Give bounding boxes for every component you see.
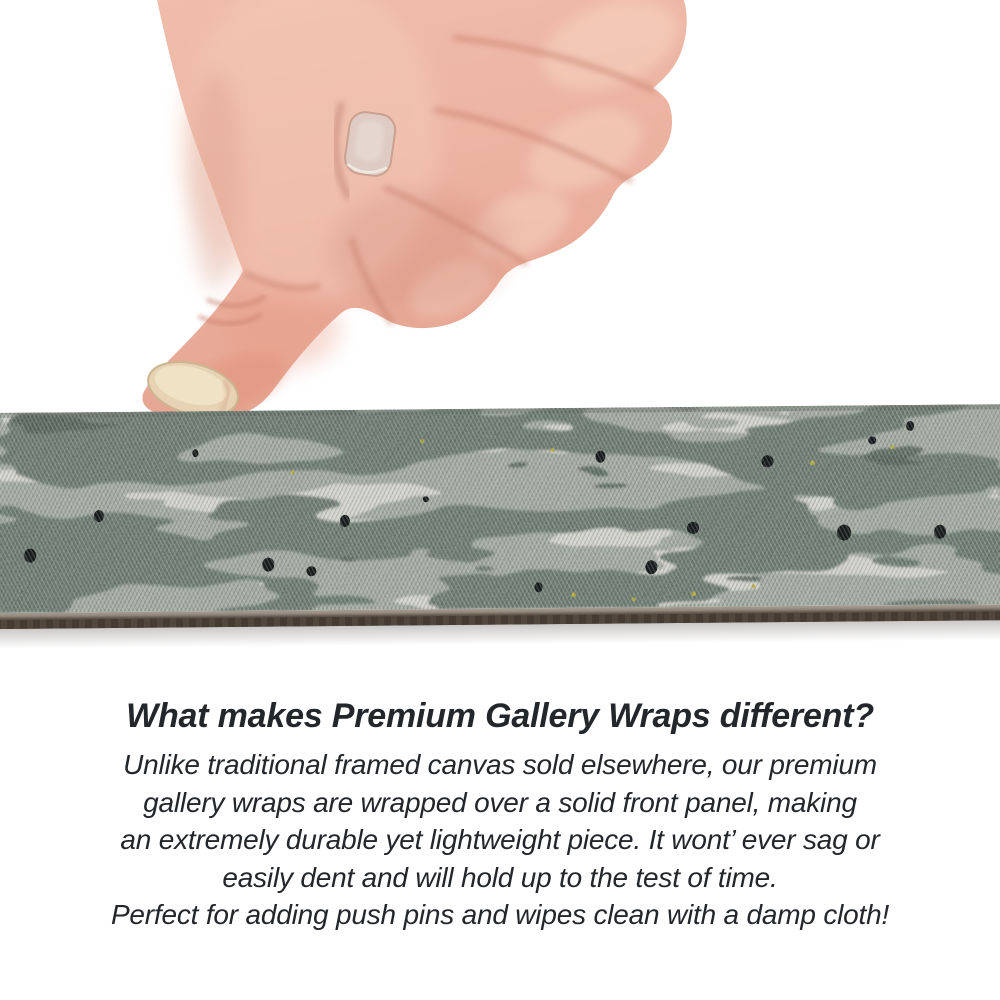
canvas-texture xyxy=(0,404,1000,613)
info-section xyxy=(0,694,1000,934)
canvas-edge-photo xyxy=(0,404,1000,649)
info-heading: What makes Premium Gallery Wraps different? xyxy=(126,697,874,735)
index-fingernail xyxy=(343,110,397,178)
hand-photo xyxy=(0,0,1000,420)
info-line: Perfect for adding push pins and wipes clean with a damp cloth! xyxy=(110,899,890,930)
info-line: an extremely durable yet lightweight piece. It wont’ ever sag or xyxy=(120,824,880,855)
hand-illustration xyxy=(0,0,1000,420)
info-line: Unlike traditional framed canvas sold elsewhere, our premium xyxy=(123,749,877,780)
info-line: gallery wraps are wrapped over a solid front panel, making xyxy=(143,786,857,818)
info-line: easily dent and will hold up to the test of time. xyxy=(222,861,778,893)
